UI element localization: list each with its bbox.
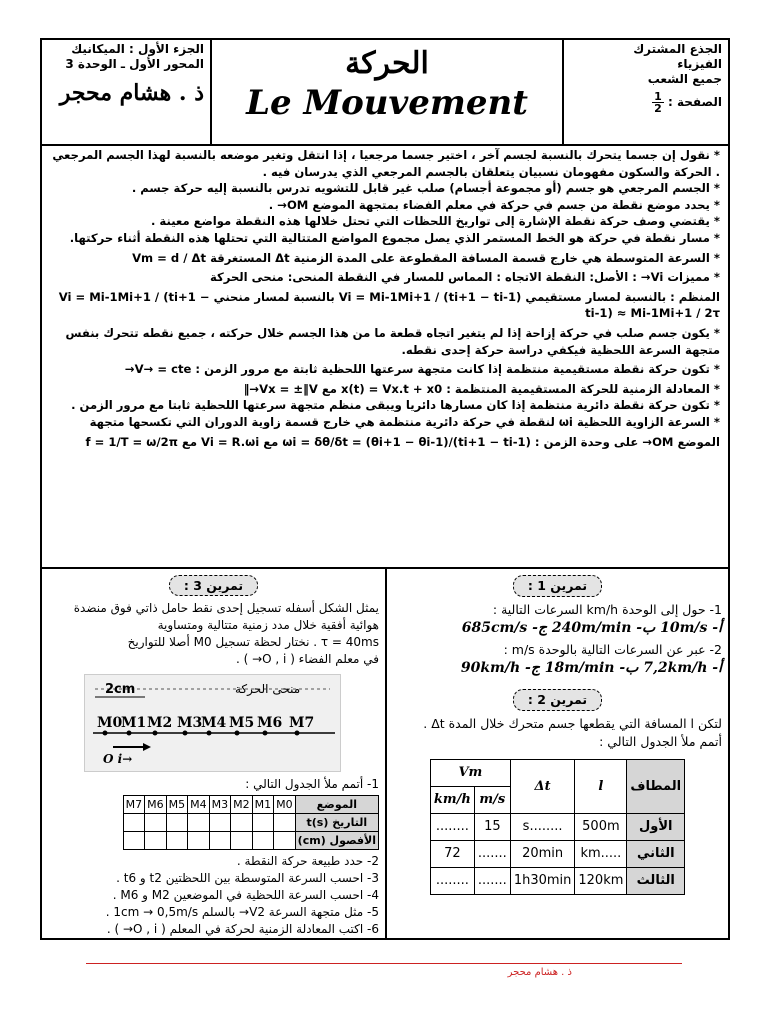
curve-label: منحى الحركة — [235, 682, 301, 696]
title-arabic: الحركة — [345, 46, 429, 81]
table-cell: M2 — [231, 796, 253, 814]
ex3-q1: 1- أتمم ملأ الجدول التالي : — [245, 777, 379, 791]
ex3-q3: 3- احسب السرعة المتوسطة بين اللحظتين t2 و t6 . — [116, 871, 379, 885]
header-title — [212, 40, 562, 144]
level-label: الجذع المشترك — [633, 42, 722, 56]
unit-label: المحور الأول ـ الوحدة 3 — [65, 57, 204, 71]
table-cell: 120km — [575, 868, 627, 895]
table-cell: M1 — [252, 796, 274, 814]
ex3-intro: هوائية أفقية خلال مدد زمنية متتالية ومتساوية — [157, 618, 379, 632]
table-cell: m/s — [474, 787, 510, 814]
point-label: M7 — [289, 715, 315, 731]
table-cell: 15 — [474, 814, 510, 841]
point-label: M2 — [147, 715, 173, 731]
ex3-q5: 5- مثل متجهة السرعة V2→ بالسلم 1cm → 0,5m/s . — [105, 905, 379, 919]
lesson-line: * الجسم المرجعي هو جسم (أو مجموعة أجسام) صلب غير قابل للتشويه تدرس بالنسبة إليه حركة جسم . — [131, 181, 720, 196]
exercise-3-badge: تمرين 3 : — [169, 575, 258, 596]
page-header — [42, 40, 728, 146]
table-row — [430, 841, 684, 868]
table-cell: M5 — [166, 796, 188, 814]
page-label: الصفحة : — [668, 95, 722, 109]
lesson-line: * السرعة المتوسطة هي خارج قسمة المسافة المقطوعة على المدة الزمنية Δt المستغرقة Vm = d / Δt — [132, 250, 720, 265]
table-cell: الأول — [627, 814, 685, 841]
table-cell: التاريخ t(s) — [295, 814, 378, 832]
table-cell: Vm — [430, 760, 510, 787]
table-cell: M3 — [209, 796, 231, 814]
recorded-point — [183, 731, 188, 736]
point-label: M3 — [177, 715, 203, 731]
point-label: M4 — [201, 715, 227, 731]
table-row — [430, 868, 684, 895]
table-row — [430, 814, 684, 841]
table-cell: .....km — [575, 841, 627, 868]
ex3-intro: في معلم الفضاء ( O , i→ ) . — [235, 652, 379, 666]
table-row — [123, 796, 378, 814]
point-label: M1 — [121, 715, 147, 731]
lesson-line: * السرعة الزاوية اللحظية ωi لنقطة في حركة دائرية منتظمة هي خارج قسمة زاوية الدوران التي تكسحها متجهة — [89, 414, 720, 429]
table-cell: ........ — [430, 868, 474, 895]
subject-label: الفيزياء — [677, 57, 722, 71]
ex2-table — [430, 759, 685, 895]
point-label: M0 — [97, 715, 123, 731]
table-cell: ........s — [510, 814, 575, 841]
lesson-line: * مميزات Vi→ : الأصل: النقطة الاتجاه : المماس للمسار في النقطة المنحى: منحى الحركة — [209, 270, 720, 285]
table-cell: 72 — [430, 841, 474, 868]
ex1-q2-values: أ- 7,2km/h ب- 18m/min ج- 90km/h — [460, 660, 722, 676]
header-left — [42, 40, 212, 144]
table-cell: ........ — [430, 814, 474, 841]
point-label: M5 — [229, 715, 255, 731]
table-row — [123, 814, 378, 832]
recorded-point — [235, 731, 240, 736]
recorded-point — [295, 731, 300, 736]
exercise-2-badge: تمرين 2 : — [513, 689, 602, 711]
table-row — [430, 760, 684, 787]
exercises-1-2 — [387, 569, 728, 938]
lesson-line: * تكون حركة نقطة دائرية منتظمة إذا كان مسارها دائريا ويبقى منظم متجهة سرعتها اللحظية ثابتا مع مرور الزمن . — [71, 398, 720, 413]
worksheet-page — [40, 38, 730, 940]
lesson-line: * يحدد موضع نقطة من جسم في حركة في معلم الفضاء بمتجهة الموضع OM→ . — [268, 197, 720, 212]
ex2-intro: أتمم ملأ الجدول التالي : — [599, 734, 722, 749]
table-cell: ....... — [474, 841, 510, 868]
table-cell: M0 — [274, 796, 296, 814]
ex1-q1: 1- حول إلى الوحدة km/h السرعات التالية : — [492, 602, 722, 617]
table-cell: 20min — [510, 841, 575, 868]
ex1-q1-values: أ- 10m/s ب- 240m/min ج- 685cm/s — [461, 620, 722, 636]
arrow-head-icon — [143, 743, 151, 751]
ex3-table — [123, 795, 379, 850]
author-name: ذ . هشام محجر — [59, 80, 204, 106]
ex3-q4: 4- احسب السرعة اللحظية في الموضعين M2 و M6 . — [112, 888, 379, 902]
page-footer — [86, 963, 682, 978]
table-cell: M7 — [123, 796, 145, 814]
footer-author: ذ . هشام محجر — [507, 967, 572, 978]
ex3-intro: τ = 40ms . نختار لحظة تسجيل M0 أصلا للتواريخ — [127, 635, 379, 649]
header-right — [562, 40, 728, 144]
lesson-line: الموضع OM→ على وحدة الزمن : ωi = δθ/δt = (θi+1 − θi-1)/(ti+1 − ti-1) مع Vi = R.ωi مع f = 1/T = ω/2π — [85, 434, 720, 449]
recorded-point — [207, 731, 212, 736]
ex3-q2: 2- حدد طبيعة حركة النقطة . — [236, 854, 379, 868]
lesson-summary — [42, 144, 728, 569]
title-french: Le Mouvement — [246, 83, 528, 123]
table-row — [123, 832, 378, 850]
table-cell: 1h30min — [510, 868, 575, 895]
recorded-point — [127, 731, 132, 736]
lesson-line: * نقول إن جسما يتحرك بالنسبة لجسم آخر ، اختير جسما مرجعيا ، إذا انتقل وتغير موضعه بالنسبة لهذا الجسم المرجعي . الحركة والسكون مفهومان نسبيان يتعلقان بالجسم المرجعي الذي يدرسان فيه . — [52, 148, 720, 179]
branch-label: جميع الشعب — [647, 72, 722, 86]
table-cell: الثاني — [627, 841, 685, 868]
table-cell: الموضع — [295, 796, 378, 814]
page-indicator — [570, 91, 722, 114]
point-label: M6 — [257, 715, 283, 731]
lesson-line: * المعادلة الزمنية للحركة المستقيمية المنتظمة : x(t) = Vx.t + x0 مع Vx = ±‖V→‖ — [243, 381, 720, 396]
lesson-line: * يقتضي وصف حركة نقطة الإشارة إلى تواريخ اللحظات التي تحتل خلالها هذه النقطة مواضع معينة . — [150, 214, 720, 229]
table-cell: km/h — [430, 787, 474, 814]
ex3-intro: يمثل الشكل أسفله تسجيل إحدى نقط حامل ذاتي فوق منضدة — [73, 601, 379, 615]
table-cell: Δt — [510, 760, 575, 814]
ex2-intro: لتكن l المسافة التي يقطعها جسم متحرك خلال المدة Δt . — [423, 716, 722, 731]
table-cell: الثالث — [627, 868, 685, 895]
origin-label: O i→ — [103, 752, 133, 766]
recorded-point — [263, 731, 268, 736]
table-cell: ....... — [474, 868, 510, 895]
scale-label: 2cm — [105, 682, 136, 697]
exercise-1-badge: تمرين 1 : — [513, 575, 602, 597]
recorded-point — [153, 731, 158, 736]
recorded-point — [103, 731, 108, 736]
part-label: الجزء الأول : الميكانيك — [71, 42, 204, 56]
table-cell: M4 — [188, 796, 210, 814]
lesson-line: المنظم : بالنسبة لمسار مستقيمي Vi = Mi-1Mi+1 / (ti+1 − ti-1) بالنسبة لمسار منحني Vi = Mi-1Mi+1 / (ti+1 − ti-1) ≈ Mi-1Mi+1 / 2τ — [58, 289, 720, 321]
exercise-3 — [42, 569, 387, 938]
lesson-line: * مسار نقطة في حركة هو الخط المستمر الذي يصل مجموع المواضع المتتالية التي تحتلها هذه النقطة أثناء حركتها. — [69, 230, 720, 245]
table-cell: المطاف — [627, 760, 685, 814]
ex1-q2: 2- عبر عن السرعات التالية بالوحدة m/s : — [503, 642, 722, 657]
lesson-line: * تكون حركة نقطة مستقيمية منتظمة إذا كانت متجهة سرعتها اللحظية ثابتة مع مرور الزمن : V→ = cte→ — [124, 362, 720, 377]
ex3-q6: 6- اكتب المعادلة الزمنية لحركة في المعلم ( O , i→ ) . — [106, 922, 379, 936]
table-cell: الأفصول (cm) — [295, 832, 378, 850]
table-cell: M6 — [145, 796, 167, 814]
exercises-area — [42, 569, 728, 938]
table-cell: 500m — [575, 814, 627, 841]
table-cell: l — [575, 760, 627, 814]
lesson-line: * يكون جسم صلب في حركة إزاحة إذا لم يتغير اتجاه قطعة ما من هذا الجسم خلال حركته ، جميع نقطه تتحرك بنفس متجهة السرعة اللحظية فيكفي دراسة حركة إحدى نقطه. — [65, 325, 720, 357]
recording-svg — [85, 675, 340, 771]
page-fraction: $\frac{1}{2}$ — [654, 90, 662, 115]
recording-diagram — [84, 674, 341, 772]
